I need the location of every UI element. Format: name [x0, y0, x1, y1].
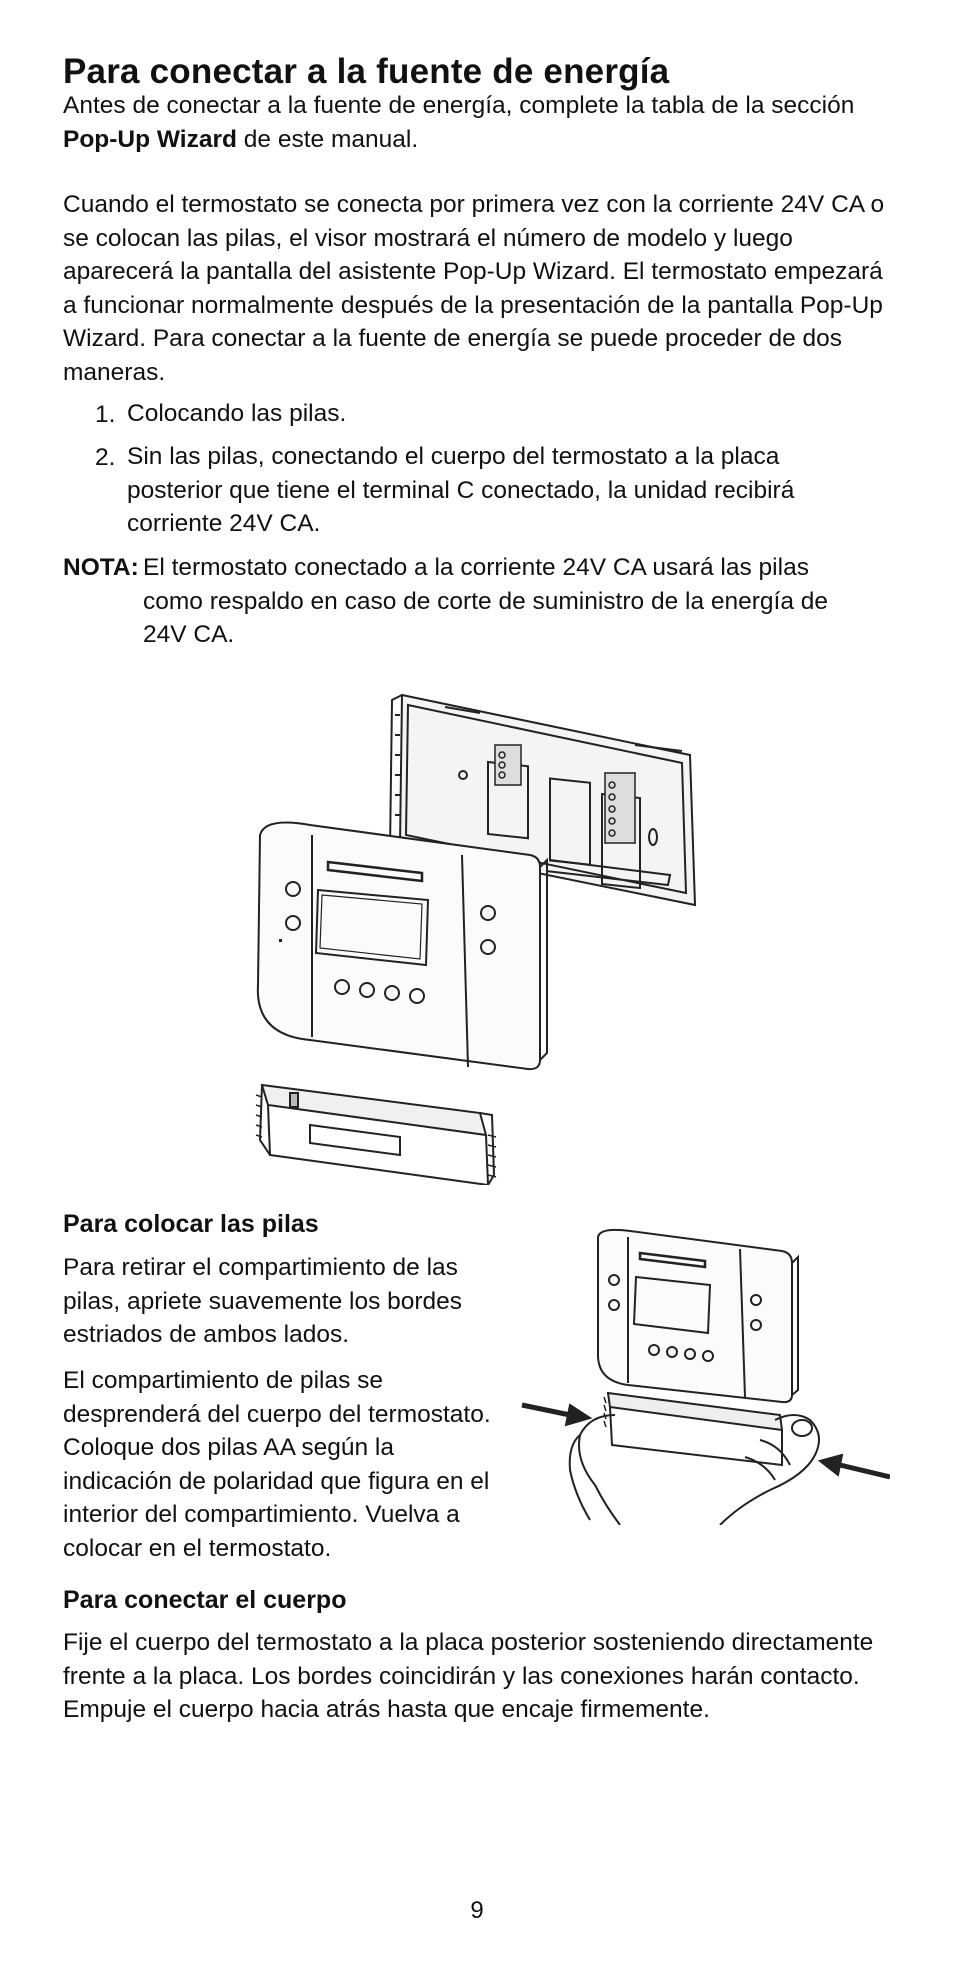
intro-paragraph — [63, 89, 903, 156]
thermostat-exploded-illustration — [250, 685, 710, 1185]
battery-removal-illustration — [520, 1225, 890, 1525]
body-connect-paragraph: Fije el cuerpo del termostato a la placa posterior sosteniendo directamente frente a la placa. Los bordes coincidirán y las conexiones harán contacto. Empuje el cuerpo hacia atrás hasta que encaje firmemente. — [63, 1629, 874, 1723]
list-item-2: Sin las pilas, conectando el cuerpo del termostato a la placa posterior que tiene el terminal C conectado, la unidad recibirá corriente 24V CA. — [127, 443, 795, 537]
batteries-paragraph-2: El compartimiento de pilas se desprenderá del cuerpo del termostato. Coloque dos pilas AA según la indicación de polaridad que figura en el interior del compartimiento. Vuelva a colocar en el termostato. — [63, 1367, 491, 1562]
intro-bold-term: Pop-Up Wizard — [63, 125, 237, 153]
note-label: NOTA: — [63, 554, 139, 581]
batteries-heading: Para colocar las pilas — [63, 1210, 319, 1238]
intro-text-end: de este manual. — [237, 125, 419, 153]
body-connect-heading: Para conectar el cuerpo — [63, 1586, 347, 1614]
batteries-paragraph-1: Para retirar el compartimiento de las pilas, apriete suavemente los bordes estriados de ambos lados. — [63, 1254, 463, 1348]
list-number-2: 2. — [95, 444, 116, 471]
list-item-1: Colocando las pilas. — [127, 400, 347, 427]
page-number: 9 — [470, 1897, 484, 1924]
power-paragraph: Cuando el termostato se conecta por primera vez con la corriente 24V CA o se colocan las pilas, el visor mostrará el número de modelo y luego aparecerá la pantalla del asistente Pop-Up Wizard. El termostato empezará a funcionar normalmente después de la presentación de la pantalla Pop-Up Wizard. Para conectar a la fuente de energía se puede proceder de dos maneras. — [63, 191, 885, 386]
intro-text: Antes de conectar a la fuente de energía, complete la tabla de la sección — [63, 92, 855, 119]
page-title: Para conectar a la fuente de energía — [63, 52, 670, 91]
note-text: El termostato conectado a la corriente 24V CA usará las pilas como respaldo en caso de corte de suministro de la energía de 24V CA. — [143, 554, 829, 648]
list-number-1: 1. — [95, 401, 116, 428]
